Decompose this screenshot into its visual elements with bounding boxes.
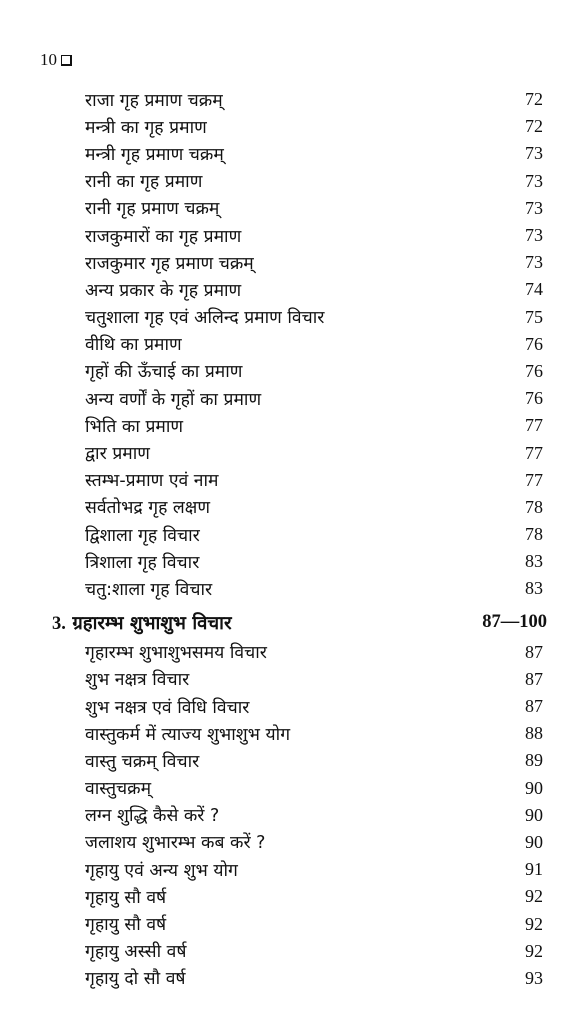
entry-title: रानी गृह प्रमाण चक्रम् [85, 199, 220, 220]
entry-page: 87 [525, 668, 543, 689]
entry-page: 76 [525, 360, 543, 381]
entry-title: रानी का गृह प्रमाण [85, 172, 203, 193]
entry-title: वीथि का प्रमाण [85, 335, 182, 356]
toc-entry [0, 548, 587, 575]
toc-entry [0, 910, 587, 937]
entry-page: 83 [525, 551, 543, 572]
toc-entry [0, 775, 587, 802]
entry-page: 73 [525, 225, 543, 246]
toc-entry [0, 720, 587, 747]
toc-entry [0, 304, 587, 331]
toc-entry [0, 195, 587, 222]
entry-title: सर्वतोभद्र गृह लक्षण [85, 498, 210, 519]
entry-page: 77 [525, 415, 543, 436]
entry-page: 77 [525, 469, 543, 490]
chapter-heading [0, 607, 587, 639]
entry-page: 74 [525, 279, 543, 300]
toc-entry [0, 521, 587, 548]
entry-page: 72 [525, 89, 543, 110]
entry-page: 90 [525, 777, 543, 798]
entry-title: गृहायु एवं अन्य शुभ योग [85, 860, 238, 881]
toc-entry [0, 829, 587, 856]
entry-title: गृहायु सौ वर्ष [85, 915, 167, 936]
toc-entry [0, 385, 587, 412]
entry-title: वास्तु चक्रम् विचार [85, 751, 200, 772]
toc-entry [0, 86, 587, 113]
entry-page: 93 [525, 967, 543, 988]
toc-entry [0, 575, 587, 602]
box-icon [61, 55, 72, 66]
toc-entry [0, 639, 587, 666]
entry-page: 92 [525, 913, 543, 934]
toc-entry [0, 938, 587, 965]
entry-page: 87 [525, 641, 543, 662]
entry-title: वास्तुचक्रम् [85, 779, 152, 800]
entry-title: मन्त्री गृह प्रमाण चक्रम् [85, 144, 224, 165]
entry-page: 90 [525, 831, 543, 852]
toc-entry [0, 883, 587, 910]
entry-page: 90 [525, 804, 543, 825]
chapter-title-text: ग्रहारम्भ शुभाशुभ विचार [72, 613, 232, 635]
entry-page: 92 [525, 940, 543, 961]
toc-entry [0, 693, 587, 720]
page-number [40, 50, 72, 70]
entry-title: जलाशय शुभारम्भ कब करें ? [85, 833, 266, 854]
toc-entry [0, 358, 587, 385]
page-number-text: 10 [40, 50, 57, 69]
chapter-page-range: 87—100 [482, 612, 547, 633]
entry-page: 78 [525, 524, 543, 545]
entry-page: 88 [525, 723, 543, 744]
toc-entry [0, 802, 587, 829]
entry-page: 73 [525, 143, 543, 164]
toc-entry [0, 113, 587, 140]
entry-title: द्वार प्रमाण [85, 444, 150, 465]
entry-page: 91 [525, 859, 543, 880]
entry-title: राजकुमारों का गृह प्रमाण [85, 226, 242, 247]
entry-page: 73 [525, 170, 543, 191]
chapter-title [52, 610, 232, 635]
entry-title: चतुशाला गृह एवं अलिन्द प्रमाण विचार [85, 308, 325, 329]
toc-entry [0, 222, 587, 249]
entry-title: राजा गृह प्रमाण चक्रम् [85, 90, 223, 111]
entry-page: 87 [525, 696, 543, 717]
entry-title: गृहायु दो सौ वर्ष [85, 969, 186, 990]
toc-entry [0, 168, 587, 195]
entry-title: अन्य प्रकार के गृह प्रमाण [85, 280, 242, 301]
entry-page: 89 [525, 750, 543, 771]
entry-page: 73 [525, 197, 543, 218]
toc-entry [0, 467, 587, 494]
entry-title: मन्त्री का गृह प्रमाण [85, 117, 207, 138]
entry-title: गृहारम्भ शुभाशुभसमय विचार [85, 643, 267, 664]
entry-title: अन्य वर्णों के गृहों का प्रमाण [85, 389, 262, 410]
toc-entry [0, 412, 587, 439]
toc-entry [0, 276, 587, 303]
entry-title: शुभ नक्षत्र विचार [85, 670, 190, 691]
toc-entry [0, 666, 587, 693]
entry-page: 75 [525, 306, 543, 327]
entry-title: गृहों की ऊँचाई का प्रमाण [85, 362, 243, 383]
toc-entry [0, 965, 587, 992]
entry-title: वास्तुकर्म में त्याज्य शुभाशुभ योग [85, 724, 291, 745]
chapter-number: 3. [52, 614, 66, 635]
entry-title: स्तम्भ-प्रमाण एवं नाम [85, 471, 219, 492]
toc-entry [0, 249, 587, 276]
entry-title: चतु:शाला गृह विचार [85, 579, 213, 600]
toc-entry [0, 494, 587, 521]
toc-entry [0, 439, 587, 466]
entry-title: गृहायु सौ वर्ष [85, 887, 167, 908]
entry-page: 77 [525, 442, 543, 463]
toc-entry [0, 747, 587, 774]
entry-title: लग्न शुद्धि कैसे करें ? [85, 806, 220, 827]
table-of-contents [0, 86, 587, 992]
toc-entry [0, 331, 587, 358]
entry-page: 72 [525, 116, 543, 137]
entry-title: शुभ नक्षत्र एवं विधि विचार [85, 697, 250, 718]
entry-page: 92 [525, 886, 543, 907]
entry-title: भिति का प्रमाण [85, 416, 184, 437]
toc-entry [0, 140, 587, 167]
entry-page: 76 [525, 333, 543, 354]
entry-page: 78 [525, 496, 543, 517]
entry-title: द्विशाला गृह विचार [85, 525, 200, 546]
toc-entry [0, 856, 587, 883]
entry-page: 73 [525, 252, 543, 273]
entry-title: त्रिशाला गृह विचार [85, 552, 200, 573]
entry-title: गृहायु अस्सी वर्ष [85, 942, 187, 963]
entry-page: 76 [525, 388, 543, 409]
entry-page: 83 [525, 578, 543, 599]
entry-title: राजकुमार गृह प्रमाण चक्रम् [85, 253, 254, 274]
